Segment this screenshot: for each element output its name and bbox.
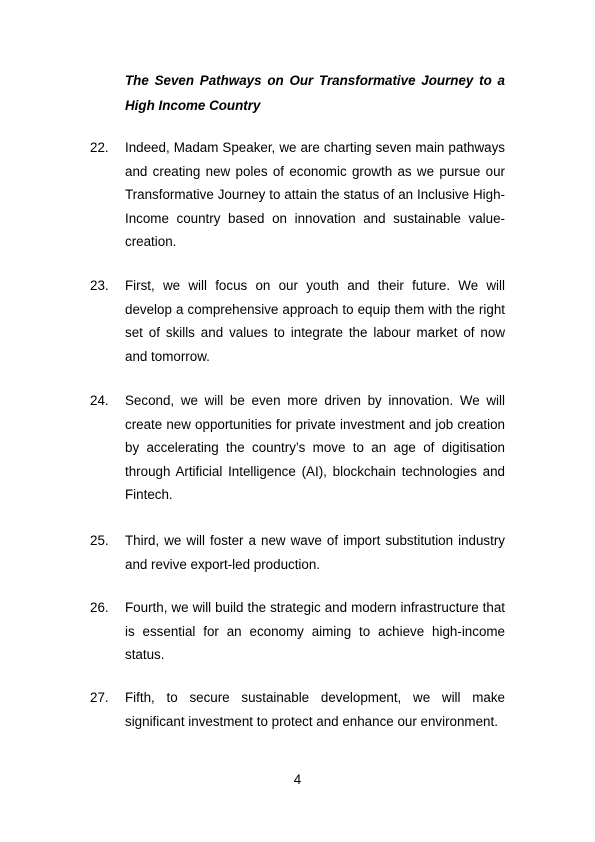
paragraph-text: First, we will focus on our youth and their future. We will develop a comprehensive approach to equip them with the right set of skills and values to integrate the labour market of now and tomorrow. [125,278,505,364]
paragraph-text: Indeed, Madam Speaker, we are charting seven main pathways and creating new poles of economic growth as we pursue our Transformative Journey to attain the status of an Inclusive High-Income country based on innovation and sustainable value-creation. [125,140,505,250]
paragraph-number: 26. [90,600,109,615]
paragraph-number: 27. [90,690,109,705]
paragraph-number: 23. [90,278,109,293]
paragraph-number: 25. [90,533,109,548]
paragraph-text: Fifth, to secure sustainable development, we will make significant investment to protect and enhance our environment. [125,690,505,729]
paragraph-24 [90,389,505,507]
paragraph-23 [90,274,505,368]
section-heading: The Seven Pathways on Our Transformative Journey to a High Income Country [125,73,505,113]
page-number: 4 [293,772,302,787]
paragraph-text: Second, we will be even more driven by innovation. We will create new opportunities for private investment and job creation by accelerating the country’s move to an age of digitisation through Artificial Intelligence (AI), blockchain technologies and Fintech. [125,393,505,503]
paragraph-22 [90,136,505,254]
paragraph-27 [90,686,505,733]
paragraph-25 [90,529,505,576]
paragraph-text: Fourth, we will build the strategic and modern infrastructure that is essential for an economy aiming to achieve high-income status. [125,600,505,663]
paragraph-number: 22. [90,140,109,155]
paragraph-number: 24. [90,393,109,408]
paragraph-text: Third, we will foster a new wave of import substitution industry and revive export-led production. [125,533,505,572]
paragraph-26 [90,596,505,667]
